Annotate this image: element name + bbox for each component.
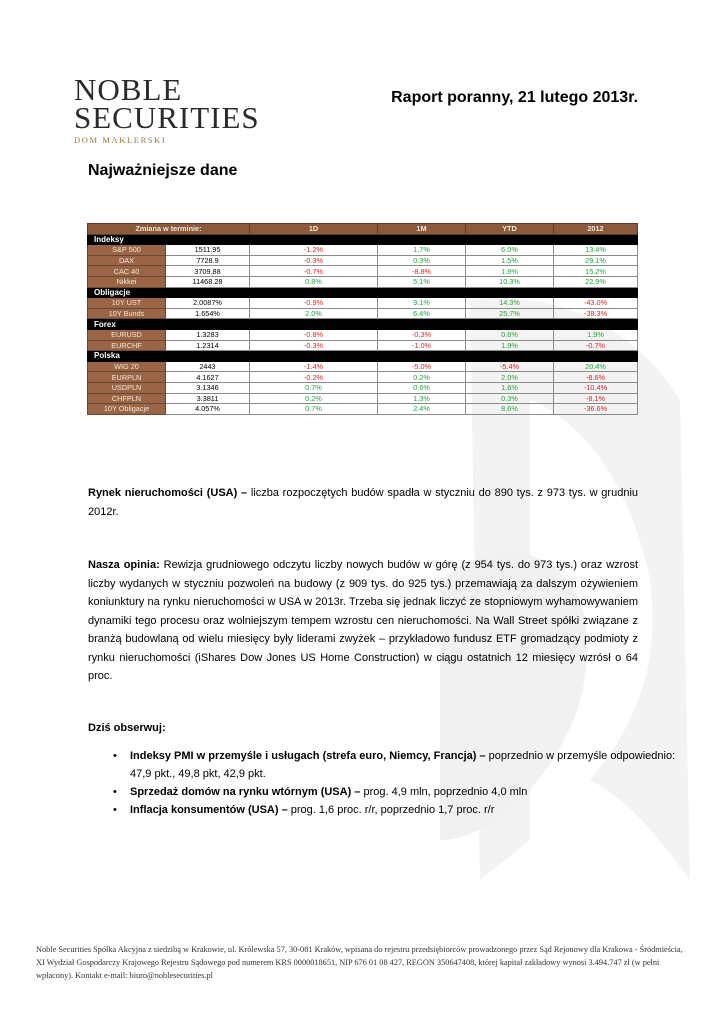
instrument-name: EURCHF — [88, 340, 166, 351]
company-logo — [74, 72, 260, 145]
watch-item-text: prog. 1,6 proc. r/r, poprzednio 1,7 proc. r/r — [287, 804, 495, 816]
change-2012: 20.4% — [554, 361, 638, 372]
change-1m: -1.0% — [378, 340, 466, 351]
change-1d: 2.0% — [250, 308, 378, 319]
section-title: Najważniejsze dane — [88, 162, 238, 179]
instrument-name: 10Y Obligacje — [88, 404, 166, 415]
logo-line-2: SECURITIES — [74, 100, 260, 135]
bullet-icon: • — [113, 804, 117, 816]
table-group-row — [88, 287, 638, 298]
group-label: Obligacje — [88, 287, 638, 298]
change-2012: -0.7% — [554, 340, 638, 351]
change-1d: -0.7% — [250, 266, 378, 277]
instrument-value: 1.654% — [166, 308, 250, 319]
change-ytd: 0.3% — [466, 393, 554, 404]
watch-list — [88, 747, 680, 819]
watch-item — [113, 747, 680, 783]
table-row — [88, 382, 638, 393]
change-ytd: 1.9% — [466, 340, 554, 351]
change-ytd: 8.6% — [466, 404, 554, 415]
instrument-value: 1.3283 — [166, 329, 250, 340]
change-ytd: 14.3% — [466, 298, 554, 309]
instrument-name: 10Y Bunds — [88, 308, 166, 319]
instrument-value: 7728.9 — [166, 255, 250, 266]
change-2012: -43.0% — [554, 298, 638, 309]
instrument-value: 3.3811 — [166, 393, 250, 404]
group-label: Forex — [88, 319, 638, 330]
table-header-cell: 1M — [378, 224, 466, 235]
instrument-name: CAC 40 — [88, 266, 166, 277]
change-ytd: 0.6% — [466, 329, 554, 340]
group-label: Polska — [88, 351, 638, 362]
change-ytd: 1.9% — [466, 266, 554, 277]
table-row — [88, 329, 638, 340]
logo-line-3: DOM MAKLERSKI — [74, 135, 167, 145]
change-ytd: 10.3% — [466, 276, 554, 287]
change-1m: 5.1% — [378, 276, 466, 287]
change-1m: 0.3% — [378, 255, 466, 266]
market-note-label: Rynek nieruchomości (USA) – — [88, 487, 248, 499]
change-1m: -5.0% — [378, 361, 466, 372]
change-2012: -38.3% — [554, 308, 638, 319]
change-ytd: 2.0% — [466, 372, 554, 383]
instrument-name: USDPLN — [88, 382, 166, 393]
change-1m: 2.4% — [378, 404, 466, 415]
table-header-cell: 2012 — [554, 224, 638, 235]
bullet-icon: • — [113, 786, 117, 798]
table-row — [88, 298, 638, 309]
market-note-paragraph — [88, 484, 638, 521]
change-ytd: 6.0% — [466, 245, 554, 256]
change-1d: 0.8% — [250, 276, 378, 287]
change-1m: -8.8% — [378, 266, 466, 277]
table-row — [88, 255, 638, 266]
bullet-icon: • — [113, 750, 117, 762]
table-row — [88, 340, 638, 351]
change-1m: 1.7% — [378, 245, 466, 256]
footer-legal-text: Noble Securities Spółka Akcyjna z siedzibą w Krakowie, ul. Królewska 57, 30-081 Kraków, wpisana do rejestru przedsiębiorców prowadzonego przez Sąd Rejonowy dla Krakowa - Śródmieścia, XI Wydział Gospodarczy Krajowego Rejestru Sądowego pod numerem KRS 0000018651, NIP 676 01 08 427, REGON 350647408, której kapitał zakładowy wynosi 3.494.747 zł (w pełni wpłacony). Kontakt e-mail: biuro@noblesecurities.pl — [36, 945, 683, 980]
opinion-paragraph — [88, 556, 638, 686]
watch-item-text: poprzednio w przemyśle odpowiednio: 47,9 pkt., 49,8 pkt, 42,9 pkt. — [130, 750, 676, 780]
change-1m: 0.2% — [378, 372, 466, 383]
table-row — [88, 393, 638, 404]
change-2012: 15.2% — [554, 266, 638, 277]
market-data-table — [87, 223, 638, 415]
change-1d: -0.3% — [250, 340, 378, 351]
table-group-row — [88, 351, 638, 362]
change-1m: 0.6% — [378, 382, 466, 393]
change-1m: 1.3% — [378, 393, 466, 404]
instrument-value: 11468.28 — [166, 276, 250, 287]
instrument-name: 10Y UST — [88, 298, 166, 309]
watch-item-label: Sprzedaż domów na rynku wtórnym (USA) – — [130, 786, 361, 798]
table-row — [88, 361, 638, 372]
instrument-name: CHFPLN — [88, 393, 166, 404]
table-header-cell: Zmiana w terminie: — [88, 224, 250, 235]
instrument-value: 1511.95 — [166, 245, 250, 256]
group-label: Indeksy — [88, 234, 638, 245]
watch-item-text: prog. 4,9 mln, poprzednio 4,0 mln — [360, 786, 528, 798]
change-2012: 1.9% — [554, 329, 638, 340]
table-row — [88, 372, 638, 383]
change-2012: -36.6% — [554, 404, 638, 415]
table-group-row — [88, 234, 638, 245]
opinion-label: Nasza opinia: — [88, 559, 160, 571]
change-1d: -0.8% — [250, 329, 378, 340]
change-2012: -8.1% — [554, 393, 638, 404]
change-1d: -0.9% — [250, 298, 378, 309]
instrument-value: 3.1346 — [166, 382, 250, 393]
table-header-cell: YTD — [466, 224, 554, 235]
logo-line-1: NOBLE — [74, 72, 183, 107]
change-ytd: 1.6% — [466, 382, 554, 393]
instrument-name: WIG 20 — [88, 361, 166, 372]
instrument-value: 4.1627 — [166, 372, 250, 383]
change-1d: 0.7% — [250, 382, 378, 393]
change-1d: -0.3% — [250, 255, 378, 266]
change-1d: -0.2% — [250, 372, 378, 383]
watch-item — [113, 801, 680, 819]
market-note-text: liczba rozpoczętych budów spadła w styczniu do 890 tys. z 973 tys. w grudniu 2012r. — [88, 487, 639, 518]
table-row — [88, 308, 638, 319]
table-group-row — [88, 319, 638, 330]
change-ytd: -5.4% — [466, 361, 554, 372]
instrument-value: 4.057% — [166, 404, 250, 415]
change-ytd: 25.7% — [466, 308, 554, 319]
change-1d: -1.4% — [250, 361, 378, 372]
opinion-text: Rewizja grudniowego odczytu liczby nowych budów w górę (z 954 tys. do 973 tys.) oraz wzrost liczby wydanych w styczniu pozwoleń na budowy (z 909 tys. do 925 tys.) przemawiają za dalszym ożywieniem koniunktury na rynku nieruchomości w USA w 2013r. Trzeba się jednak liczyć ze stopniowym wyhamowywaniem dynamiki tego procesu oraz wolniejszym tempem wzrostu cen nieruchomości. Na Wall Street spółki związane z branżą budowlaną od wielu miesięcy były liderami zwyżek – przykładowo fundusz ETF gromadzący podmioty z rynku nieruchomości (iShares Dow Jones US Home Construction) w ciągu ostatnich 12 miesięcy wzrósł o 64 proc. — [88, 559, 638, 682]
change-ytd: 1.5% — [466, 255, 554, 266]
change-1m: -0.3% — [378, 329, 466, 340]
instrument-name: S&P 500 — [88, 245, 166, 256]
instrument-value: 1.2314 — [166, 340, 250, 351]
instrument-name: Nikkei — [88, 276, 166, 287]
change-1m: 9.1% — [378, 298, 466, 309]
table-header-cell: 1D — [250, 224, 378, 235]
watch-item-label: Inflacja konsumentów (USA) – — [130, 804, 288, 816]
watch-title: Dziś obserwuj: — [88, 722, 166, 734]
change-1d: -1.2% — [250, 245, 378, 256]
instrument-value: 2.0087% — [166, 298, 250, 309]
change-2012: 22.9% — [554, 276, 638, 287]
change-1d: 0.7% — [250, 404, 378, 415]
table-row — [88, 276, 638, 287]
change-2012: -10.4% — [554, 382, 638, 393]
table-row — [88, 245, 638, 256]
instrument-value: 2443 — [166, 361, 250, 372]
table-row — [88, 404, 638, 415]
change-2012: 13.4% — [554, 245, 638, 256]
change-1m: 6.4% — [378, 308, 466, 319]
change-1d: 0.2% — [250, 393, 378, 404]
table-header-row — [88, 224, 638, 235]
instrument-value: 3709.88 — [166, 266, 250, 277]
instrument-name: DAX — [88, 255, 166, 266]
watch-item-label: Indeksy PMI w przemyśle i usługach (strefa euro, Niemcy, Francja) – — [130, 750, 486, 762]
instrument-name: EURPLN — [88, 372, 166, 383]
table-row — [88, 266, 638, 277]
instrument-name: EURUSD — [88, 329, 166, 340]
change-2012: 29.1% — [554, 255, 638, 266]
report-title: Raport poranny, 21 lutego 2013r. — [391, 89, 638, 106]
watch-item — [113, 783, 680, 801]
change-2012: -8.6% — [554, 372, 638, 383]
